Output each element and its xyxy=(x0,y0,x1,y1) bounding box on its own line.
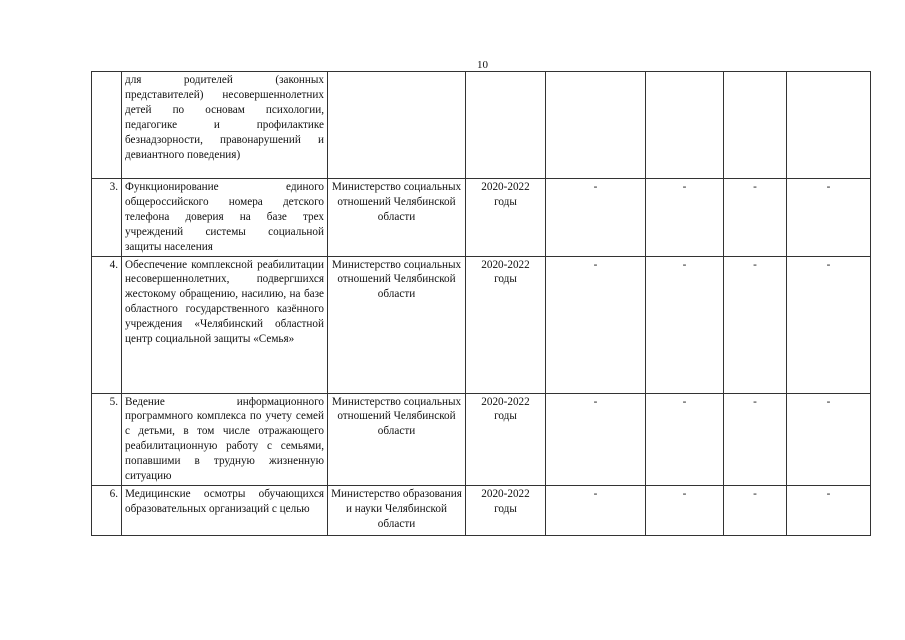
value-cell: - xyxy=(724,485,787,535)
value-cell: - xyxy=(546,485,646,535)
value-cell: - xyxy=(646,256,724,393)
page-number: 10 xyxy=(477,59,488,71)
value-cell: - xyxy=(646,485,724,535)
value-cell: - xyxy=(787,256,871,393)
value-cell: - xyxy=(724,179,787,257)
measures-table xyxy=(91,71,871,536)
value-cell: - xyxy=(546,393,646,485)
measure-description: Функционирование единого общероссийского номера детского телефона доверия на базе трех учреждений системы социальной защиты населения xyxy=(122,179,328,257)
period-cell: 2020-2022 годы xyxy=(466,256,546,393)
executor-cell: Министерство социальных отношений Челябинской области xyxy=(328,393,466,485)
value-cell xyxy=(787,72,871,179)
value-cell: - xyxy=(546,256,646,393)
value-cell: - xyxy=(787,485,871,535)
value-cell: - xyxy=(646,179,724,257)
table-row xyxy=(92,179,871,257)
value-cell: - xyxy=(787,179,871,257)
table-row xyxy=(92,256,871,393)
value-cell: - xyxy=(546,179,646,257)
table-row xyxy=(92,485,871,535)
executor-cell: Министерство образования и науки Челябинской области xyxy=(328,485,466,535)
row-number: 5. xyxy=(92,393,122,485)
table-row xyxy=(92,72,871,179)
executor-cell xyxy=(328,72,466,179)
measure-description: для родителей (законных представителей) несовершеннолетних детей по основам психологии, педагогике и профилактике безнадзорности, правонарушений и девиантного поведения) xyxy=(122,72,328,179)
row-number: 4. xyxy=(92,256,122,393)
value-cell: - xyxy=(724,393,787,485)
value-cell: - xyxy=(724,256,787,393)
executor-cell: Министерство социальных отношений Челябинской области xyxy=(328,179,466,257)
executor-cell: Министерство социальных отношений Челябинской области xyxy=(328,256,466,393)
value-cell xyxy=(546,72,646,179)
period-cell: 2020-2022 годы xyxy=(466,179,546,257)
value-cell: - xyxy=(646,393,724,485)
row-number: 6. xyxy=(92,485,122,535)
period-cell: 2020-2022 годы xyxy=(466,393,546,485)
period-cell xyxy=(466,72,546,179)
row-number: 3. xyxy=(92,179,122,257)
table-row xyxy=(92,393,871,485)
period-cell: 2020-2022 годы xyxy=(466,485,546,535)
measure-description: Ведение информационного программного комплекса по учету семей с детьми, в том числе отражающего реабилитационную работу с семьями, попавшими в трудную жизненную ситуацию xyxy=(122,393,328,485)
value-cell: - xyxy=(787,393,871,485)
measure-description: Обеспечение комплексной реабилитации несовершеннолетних, подвергшихся жестокому обращению, насилию, на базе областного государственного казённого учреждения «Челябинский областной центр социальной защиты «Семья» xyxy=(122,256,328,393)
row-number xyxy=(92,72,122,179)
value-cell xyxy=(724,72,787,179)
value-cell xyxy=(646,72,724,179)
measure-description: Медицинские осмотры обучающихся образовательных организаций с целью xyxy=(122,485,328,535)
